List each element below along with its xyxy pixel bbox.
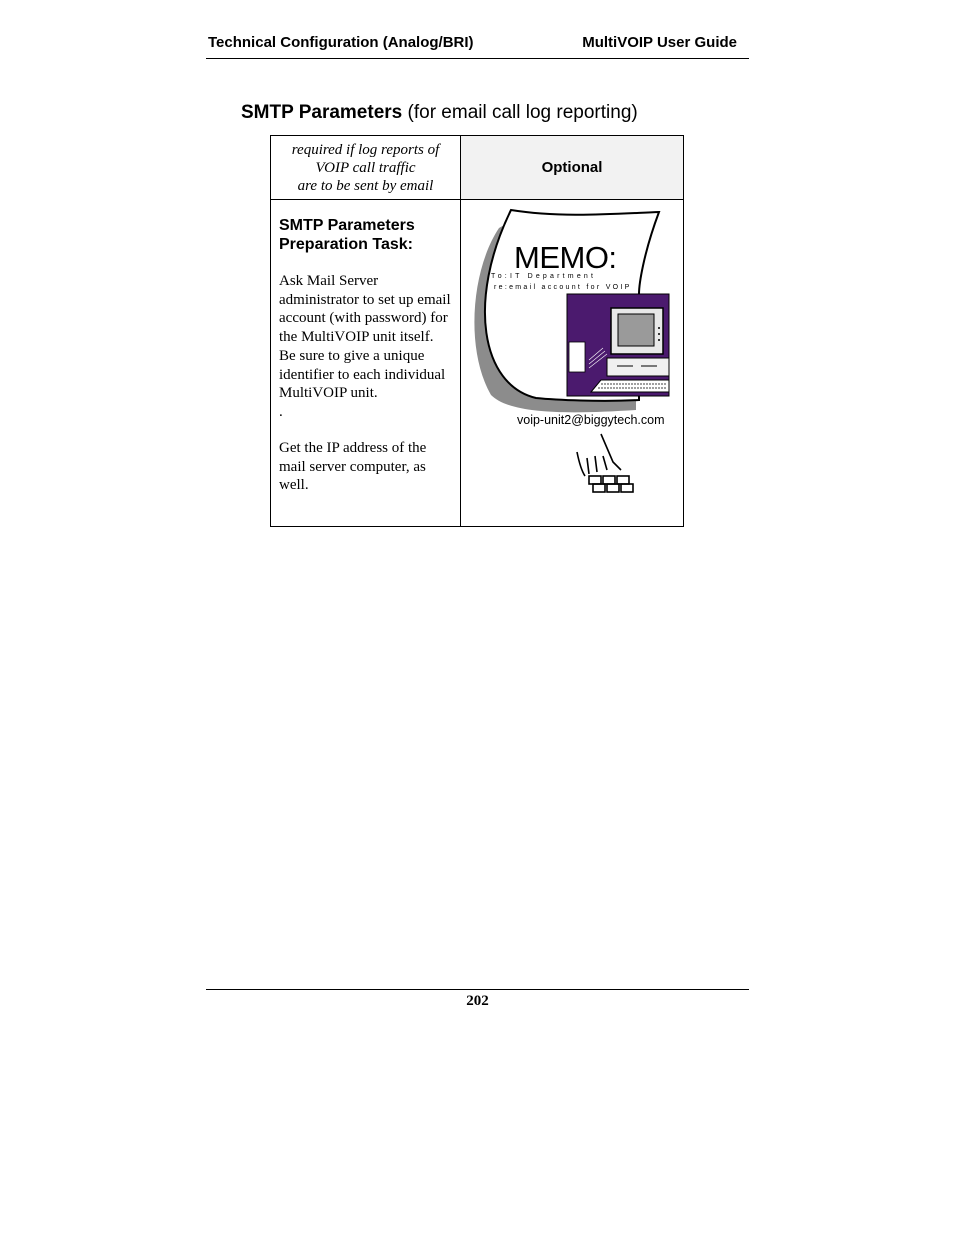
monitor-knob xyxy=(658,327,660,329)
status-label: Optional xyxy=(541,159,603,176)
task-cell xyxy=(271,200,461,526)
memo-to-line: To:IT Department xyxy=(491,273,597,280)
task-instruction-2: Get the IP address of the mail server computer, as well. xyxy=(279,439,427,494)
memo-re-line: re:email account for VOIP xyxy=(494,284,632,291)
requirement-line-3: are to be sent by email xyxy=(297,178,434,194)
task-instruction-1: Ask Mail Server administrator to set up email account (with password) for the MultiVOIP unit itself. Be sure to give a unique identifier to each individual MultiVOIP unit. xyxy=(279,273,451,402)
section-title-bold: SMTP Parameters xyxy=(241,102,403,123)
requirement-line-2: VOIP call traffic xyxy=(315,160,416,176)
task-title-line-1: SMTP Parameters xyxy=(279,217,415,234)
computer-base xyxy=(607,358,669,376)
email-address: voip-unit2@biggytech.com xyxy=(517,413,665,427)
typing-hand-icon xyxy=(577,434,633,492)
smtp-parameters-table xyxy=(270,135,684,527)
task-title-line-2: Preparation Task: xyxy=(279,236,413,253)
requirement-line-1: required if log reports of xyxy=(291,142,440,158)
task-dot: . xyxy=(279,403,283,420)
page-number: 202 xyxy=(466,993,489,1009)
monitor-screen xyxy=(618,314,654,346)
requirement-cell xyxy=(271,136,461,200)
page-footer xyxy=(206,989,749,1009)
status-cell xyxy=(461,136,683,200)
header-chapter: Technical Configuration (Analog/BRI) xyxy=(208,34,474,51)
section-title-rest: (for email call log reporting) xyxy=(407,102,638,123)
task-title xyxy=(279,216,452,254)
memo-illustration xyxy=(461,200,683,526)
paper-sheet xyxy=(569,342,585,372)
memo-title: MEMO: xyxy=(514,240,617,275)
keyboard xyxy=(591,380,669,392)
monitor-knob xyxy=(658,339,660,341)
header-guide-title: MultiVOIP User Guide xyxy=(582,34,737,51)
section-title xyxy=(241,102,638,124)
monitor-knob xyxy=(658,333,660,335)
page-header xyxy=(206,32,749,59)
